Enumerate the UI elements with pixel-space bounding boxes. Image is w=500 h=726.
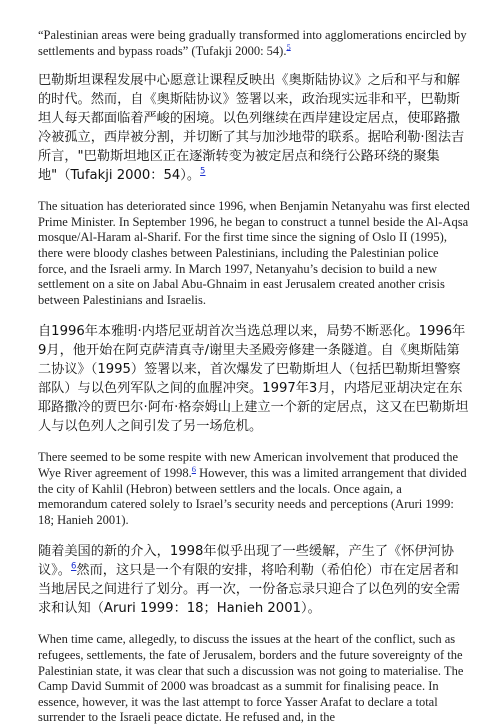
footnote-link-6-zh[interactable]: 6: [70, 561, 77, 572]
paragraph-en-tufakji-quote: [38, 28, 470, 59]
paragraph-zh-curriculum: [38, 71, 470, 185]
footnote-link-6[interactable]: 6: [191, 463, 196, 474]
paragraph-text-tail: 然而，这只是一个有限的安排，将哈利勒（希伯伦）市在定居者和当地居民之间进行了划分。再一次，一份备忘录只迎合了以色列的安全需求和认知（Aruri 1999：18；Hanieh 2001）。: [38, 563, 460, 617]
paragraph-text: 巴勒斯坦课程发展中心愿意让课程反映出《奥斯陆协议》之后和平与和解的时代。然而，自《奥斯陆协议》签署以来，政治现实远非和平，巴勒斯坦人每天都面临着严峻的困境。以色列继续在西岸建设定居点，使耶路撒冷被孤立，西岸被分割，并切断了其与加沙地带的联系。据哈利勒·图法吉所言，"巴勒斯坦地区正在逐渐转变为被定居点和绕行公路环绕的聚集地"（Tufakji 2000：54）。: [38, 73, 465, 184]
paragraph-text-tail: However, this was a limited arrangement that divided the city of Kahlil (Hebron) between settlers and the locals. Once again, a memorandum catered solely to Israel’s security needs and perceptions (Aruri 1999: 18; Hanieh 2001).: [38, 465, 467, 527]
paragraph-text: “Palestinian areas were being gradually transformed into agglomerations encircled by settlements and bypass roads” (Tufakji 2000: 54).: [38, 28, 467, 58]
paragraph-en-camp-david: [38, 632, 470, 726]
paragraph-text: The situation has deteriorated since 1996, when Benjamin Netanyahu was first elected Prime Minister. In September 1996, he began to construct a tunnel beside the Al-Aqsa mosque/Al-Haram al-Sharif. For the first time since the signing of Oslo II (1995), there were bloody clashes between Palestinians, including the Palestinian police force, and the Israeli army. In March 1997, Netanyahu’s decision to build a new settlement on a site on Jabal Abu-Ghnaim in east Jerusalem created another crisis between Palestinians and Israelis.: [38, 199, 470, 307]
paragraph-text: There seemed to be some respite with new American involvement that produced the Wye River agreement of 1998.: [38, 450, 459, 480]
paragraph-zh-netanyahu: [38, 322, 470, 436]
paragraph-en-netanyahu: [38, 199, 470, 308]
paragraph-text: 自1996年本雅明·内塔尼亚胡首次当选总理以来，局势不断恶化。1996年9月，他开始在阿克萨清真寺/谢里夫圣殿旁修建一条隧道。自《奥斯陆第二协议》（1995）签署以来，首次爆发了巴勒斯坦人（包括巴勒斯坦警察部队）与以色列军队之间的血腥冲突。1997年3月，内塔尼亚胡决定在东耶路撒冷的贾巴尔·阿布·格奈姆山上建立一个新的定居点，这又在巴勒斯坦人与以色列人之间引发了另一场危机。: [38, 324, 469, 435]
footnote-link-5-zh[interactable]: 5: [200, 166, 206, 177]
paragraph-zh-wye-river: [38, 542, 470, 618]
footnote-link-5[interactable]: 5: [286, 41, 291, 52]
paragraph-text: When time came, allegedly, to discuss the issues at the heart of the conflict, such as refugees, settlements, the fate of Jerusalem, borders and the future sovereignty of the Palestinian state, it was clear that such a discussion was not going to materialise. The Camp David Summit of 2000 was broadcast as a summit for finalising peace. In essence, however, it was the last attempt to force Yasser Arafat to declare a total surrender to the Israeli peace dictate. He refused and, in the: [38, 632, 464, 725]
document-page: [38, 28, 470, 726]
paragraph-text: 随着美国的新的介入，1998年似乎出现了一些缓解，产生了《怀伊河协议》。: [38, 544, 454, 579]
paragraph-en-wye-river: [38, 450, 470, 528]
